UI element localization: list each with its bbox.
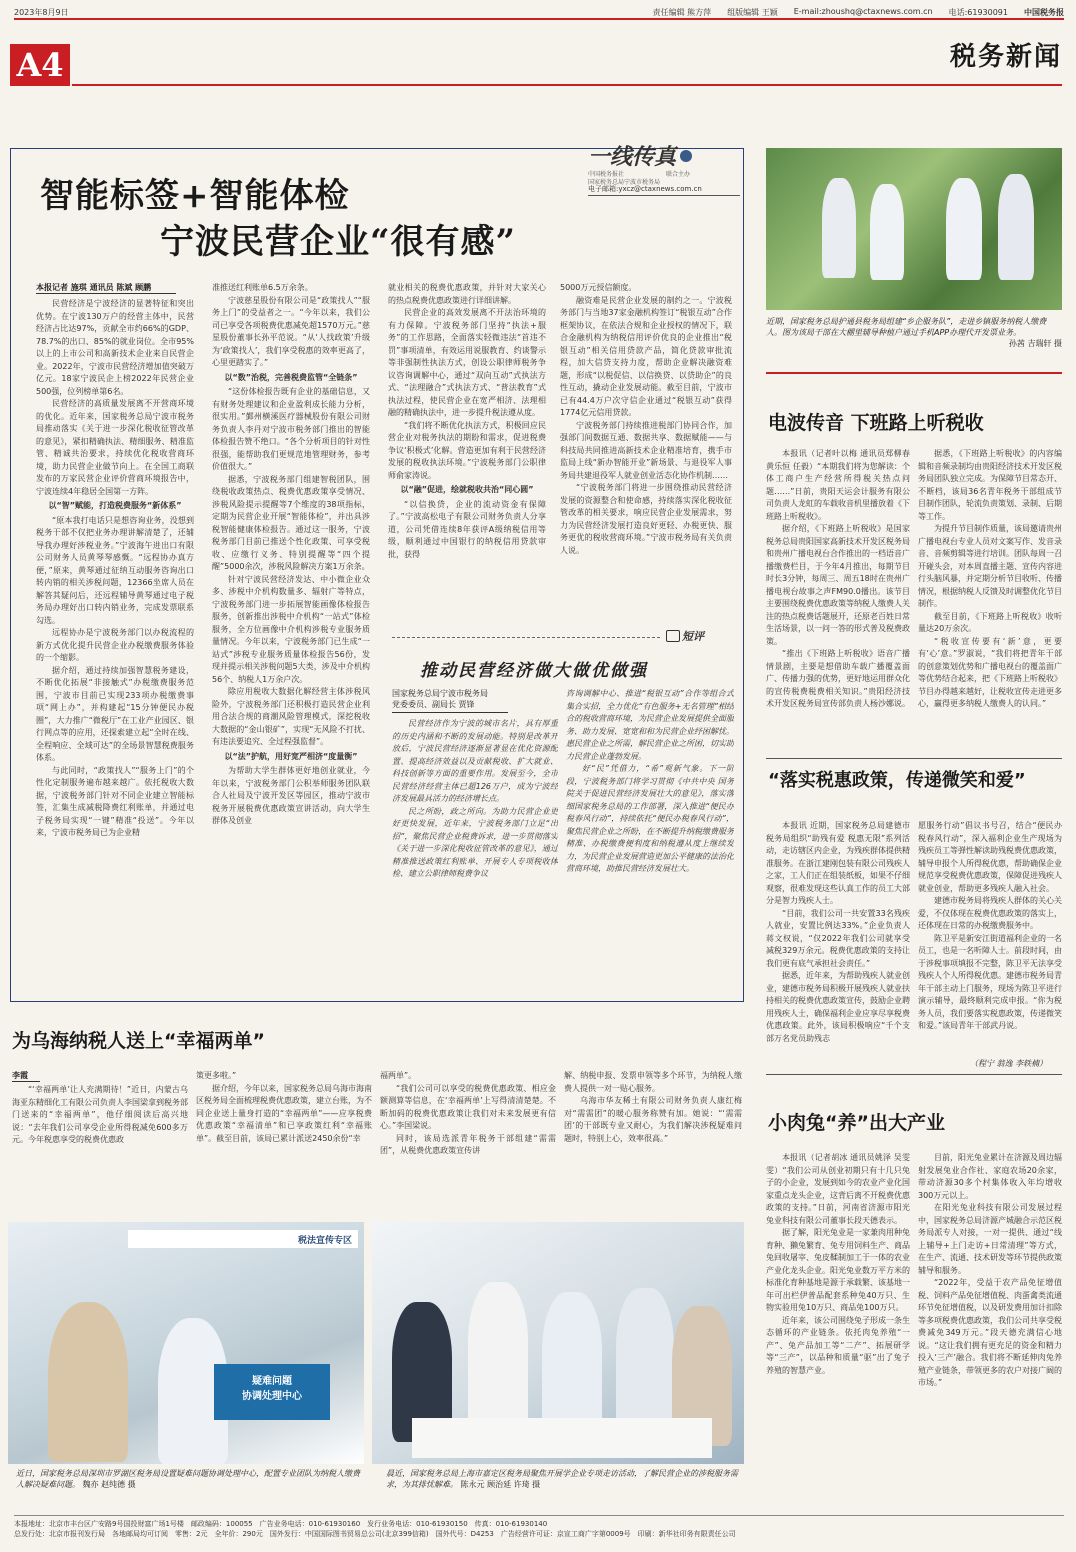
radio-c1-p1: 本报讯（记者叶以梅 通讯员郑柳春 黄乐恒 任毅）“本期我们将为您解读：个体工商户生产经营所得税关热点问题……”日前，贵阳天运会计服务有限公司负责人龙虹的车载收音机里播放着《下班路上听税收》。: [766, 449, 910, 521]
lead-column-3: [388, 282, 546, 598]
wuhai-article-title: 为乌海纳税人送上“幸福两单”: [12, 1030, 265, 1052]
policy-article-title: “落实税惠政策，传递微笑和爱”: [768, 770, 1026, 791]
lead-headline-line1: 智能标签+智能体检: [40, 176, 350, 216]
rabbit-column-1: [766, 1152, 910, 1508]
lead-c2-p6: 除应用税收大数据化解经营主体涉税风险外，宁波税务部门还积极打造民营企业利用合法合规的商潮风险管理模式，深挖税收大数据的“金山银矿”，实现“无风险不打扰、有违法要追究、全过程强监督”。: [212, 687, 370, 746]
lead-subhead-2: 以“数”治税，完善税费监管“全链条”: [224, 372, 358, 382]
rabbit-c1-p2: 据了解，阳光兔业是一家兼肉用种兔育种、獭兔繁育、兔专用饲料生产、商品兔回收屠宰、兔皮鞣制加工于一体的农业产业化龙头企业。阳光兔业数万平方米的标准化育种基地是源于承载繁、该基地一年可出栏伊普品配套系种兔40万只、生物实验用兔10万只、商品兔100万只。: [766, 1228, 910, 1312]
wuhai-column-2: [196, 1070, 372, 1210]
lead-subhead-3: 以“法”护航，用好宽严相济“度量衡”: [224, 751, 358, 761]
rabbit-c1-p3: 近年来，该公司围绕兔子形成一条生态循环的产业链条。依托肉兔养殖“一产”、兔产品加工等“二产”、拓展研学等“三产”，以品种和质量“驱”出了兔子养殖的智慧产业。: [766, 1315, 910, 1375]
photo-table: [412, 1418, 712, 1458]
radio-c2-p4: “税收宣传要有‘新’意，更要有‘心’意。”罗淑说，“我们将把青年干部的创意策划优势和广播电视台的覆盖面广等优势结合起来，把《下班路上听税收》节目办得越来越好，让税收宣传走进更多心，赢得更多纳税人缴费人的认同。”: [918, 636, 1062, 708]
photo-figure: [48, 1302, 128, 1462]
rabbit-article-title: 小肉兔“养”出大产业: [768, 1112, 945, 1134]
lead-byline: 本报记者 施琪 通讯员 陈斌 顾鹏: [36, 282, 176, 294]
editor-credit: 责任编辑 熊方萍: [652, 7, 712, 17]
footer-line-1: 本报地址：北京市丰台区广安路9号国投财富广场1号楼 邮政编码：100055 广告业务电话：010-61930160 发行业务电话：010-61930150 传真：010-61930140: [14, 1520, 548, 1528]
lead-subhead-1: 以“智”赋能，打造税费服务“新体系”: [48, 501, 182, 510]
rabbit-c1-p1: 本报讯（记者胡冰 通讯员姚泽 吴雯雯）“我们公司从创业初期只有十几只兔子的小企业，发展到如今的农业产业化国家重点龙头企业，这背后离不开税费优惠政策的支持。”日前，河南省济源市阳光兔业科技有限公司董事长段天德表示。: [766, 1153, 910, 1225]
wuhai-c4-p2: 乌海市华友稀土有限公司财务负责人康红梅对“需需团”的暖心服务称赞有加。她说：“‘需需团’的干部既专业又耐心，为我们解决涉税疑难问题时，特别上心，效率很高。”: [564, 1096, 742, 1143]
column-email: 电子邮箱:yxcz@ctaxnews.com.cn: [588, 184, 740, 196]
lead-c4-p3: 宁波税务部门持续推进税部门协同合作，加强部门间数据互通、数据共享、数据赋能——与科技局共同推进高新技术企业精准培育，携手市监局上线“新办智能开业”新场景、与退役军人事务局共建退役军人就业创业活态化协作机制……: [560, 420, 732, 480]
photo-figure: [998, 174, 1034, 280]
policy-c1-p2: “目前，我们公司一共安置33名残疾人就业，安置比例达33%。”企业负责人蒋文权说，“仅2022年我们公司就享受减税329万余元。税费优惠政策的支持让我们更有底气承担社会责任。”: [766, 908, 910, 968]
header-divider: [72, 84, 1062, 86]
wuhai-column-3: [380, 1070, 556, 1210]
photo-help-center-caption-text: 近日，国家税务总局深圳市罗湖区税务局设置疑难问题协调处理中心，配置专业团队为纳税人缴费人解决疑难问题。: [16, 1469, 360, 1489]
lead-column-2: [212, 282, 370, 988]
issue-date: 2023年8月9日: [14, 7, 69, 17]
help-center-sign: 疑难问题 协调处理中心: [214, 1364, 330, 1420]
photo-help-center-caption: [16, 1468, 360, 1490]
lead-c2-p1: 准推送红利账单6.5万余条。: [212, 283, 313, 292]
comment-column-1: [392, 718, 558, 996]
contact-email: E-mail:zhoushq@ctaxnews.com.cn: [793, 6, 933, 16]
radio-c2-p2: 为提升节目制作质量，该局邀请贵州广播电视台专业人员对文案写作、发音录音、音频剪辑等进行培训。团队每周一召开碰头会，对本周直播主题、宣传内容进行头脑风暴，并定期分析节目收听、传播情况，根据纳税人反馈及时调整优化节目制作。: [918, 524, 1062, 608]
comment-c1-p2: 民之所盼，政之所向。为助力民营企业更好更快发展，近年来，宁波税务部门立足“出招”，聚焦民营企业税费诉求，进一步贯彻落实《关于进一步深化税收征管改革的意见》，通过精准推送政策红利账单、开展专人专项税收体检、建立公职律师税费争议: [392, 806, 558, 878]
wuhai-column-4: [564, 1070, 742, 1210]
lead-c2-p3: “这份体检报告既有企业的基础信息，又有财务处理建议和企业盈利成长能力分析，很实用。”鄞州横溪医疗器械股份有限公司财务负责人李丹对宁波市税务部门推出的智能体检报告赞不绝口。“各个分析项目的针对性很强，能帮助我们更规范地管理财务，参考价值很大。”: [212, 387, 370, 471]
paper-name: 中国税务报: [1024, 7, 1064, 17]
lead-c2-p7: 为帮助大学生群体更好地创业就业，今年以来，宁波税务部门公积举师服务团队联合人社局及宁波开发区等园区，推动宁波市税务开展税费优惠政策宣讲活动，向大学生群体及创业: [212, 766, 370, 825]
badge-sponsor-2: 国家税务总局宁波市税务局: [588, 179, 661, 186]
lead-c2-p5: 针对宁波民营经济发达、中小微企业众多、涉税中介机构数量多、辐射广等特点，宁波税务部门进一步拓展智能画像体检报告服务，创新推出涉税中介机构“一站式”体检服务，全方位画像中介机构涉税专业服务质量情况。今年以来，宁波税务部门已生成“一站式”涉税专业服务质量体检报告56份，发现并提示相关涉税问题5大类，涉及中介机构56个、纳税人1万余户次。: [212, 574, 370, 684]
badge-seal-icon: [680, 150, 692, 162]
rabbit-c2-p2: 在阳光兔业科技有限公司发展过程中，国家税务总局济源产城融合示范区税务局派专人对接，一对一提供、通过“线上辅导+上门走访+日常清理”等方式，在生产、流通、技术研发等环节提供政策辅导和服务。: [918, 1203, 1062, 1275]
wuhai-c4-p1: 解、纳税申报、发票申领等多个环节，为纳税人缴费人提供一对一贴心服务。: [564, 1071, 742, 1093]
column-badge-title: 一线传真: [588, 144, 677, 170]
photo-visit-credit: 陈永元 顾治延 许琦 摄: [460, 1480, 541, 1489]
photo-greenhouse-caption: [766, 316, 1062, 349]
badge-sponsor-1: 中国税务报社: [588, 171, 625, 178]
wuhai-c2-p2: 据介绍，今年以来，国家税务总局乌海市海南区税务局全面梳理税费优惠政策，建立台账，为不同企业送上量身打造的“幸福两单”——应享税费优惠政策“幸福清单”和已享政策红利“幸福账单”。截至目前，该局已累计派送2450余份“幸: [196, 1083, 372, 1143]
radio-article-title: 电波传音 下班路上听税收: [768, 412, 984, 434]
rabbit-c2-p1: 目前，阳光兔业累计在济源及周边辐射发展兔业合作社、家庭农场20余家，带动济源30多个村集体收入年均增收300万元以上。: [918, 1153, 1062, 1200]
wuhai-author: 李霞: [12, 1070, 40, 1082]
wuhai-column-1: [12, 1084, 188, 1210]
comment-c1-p1: 民营经济作为宁波的城市名片，具有厚重的历史内涵和不断的发展动能。特别是改革开放后，宁波民营经济逐渐显著显在优化资源配置、提高经济效益以及贡献税收、扩大就业、科技创新等方面的重要作用。发展至今，全市民营经济经营主体已超126万户，成为宁波经济发展最具活力的经济增长点。: [392, 719, 558, 803]
comment-author: 国家税务总局宁波市税务局 党委委员、副局长 贾锋: [392, 688, 508, 713]
comment-c2-p2: 好“民”凭借力，“希”观新气象。下一阶段，宁波税务部门将学习贯彻《中共中央 国务院关于促进民营经济发展壮大的意见》，落实落细国家税务总局的工作部署，深入推进“便民办税春风行动”，持续依托“便民办税春风行动”，聚焦民营企业之所盼，在不断提升纳税缴费服务精准、办税缴费便利度和纳税遵从度上继续发力，为民营企业发展营造更加公平健康的法治化营商环境，助推民营经济发展壮大。: [566, 764, 734, 873]
page-number-badge: A4: [10, 44, 70, 86]
radio-c2-p3: 截至目前，《下班路上听税收》收听量达20万余次。: [918, 611, 1062, 633]
lead-c3-p4: “以信换贷，企业的流动资金有保障了。”宁波高松电子有限公司财务负责人分享道，公司凭借连续8年获评A级纳税信用等级，顺利通过中国银行的纳税信用贷款审批，获得: [388, 499, 546, 559]
photo-greenhouse-caption-text: 近期，国家税务总局护通县税务局组建“乡企服务队”，走进乡镇服务纳税人缴费人。图为该局干部在大棚里辅导种植户通过手机APP办理代开发票业务。: [766, 317, 1047, 337]
policy-c2-p3: 陈卫平是新安江街道福利企业的一名员工，也是一名听障人士。前段时间，由于涉税事项填报不完整，陈卫平无法享受残疾人个人所得税优惠。建德市税务局青年干部主动上门服务，现场为陈卫平进行演示辅导，最终顺利完成申报。“你为税务人员，我们要落实税惠政策，传递微笑和爱。”该局青年干部武丹说。: [918, 933, 1062, 1030]
lead-c3-p3: “我们将不断优化执法方式，积极回应民营企业对税务执法的期盼和需求，促进税费争议‘积极式’化解。营造更加有利于民营经济发展的税收执法环境。”宁波税务部门公职律师俞家涛说。: [388, 420, 546, 480]
column-badge: [588, 140, 740, 186]
right-divider: [766, 372, 1062, 374]
lead-headline-line2: 宁波民营企业“很有感”: [160, 222, 517, 262]
policy-c2-p2: 建德市税务局将残疾人群体的关心关爱，不仅体现在税费优惠政策的落实上，还体现在日常的办税缴费服务中。: [918, 896, 1062, 930]
photo-figure: [870, 184, 904, 280]
policy-credit: （程宁 翁逸 李轶楠）: [970, 1059, 1048, 1068]
photo-figure: [468, 1282, 528, 1432]
photo-visit-caption: [386, 1468, 740, 1490]
section-title: 税务新闻: [949, 42, 1062, 72]
comment-tag: [666, 628, 736, 644]
photo-visit: [372, 1222, 744, 1464]
footer-line-2: 总发行处：北京市报刊发行局 各地邮局均可订阅 零售：2元 全年价：290元 国外发行：中国国际图书贸易总公司(北京399信箱) 国外代号：D4253 广告经营许可证：京宣工商广字第0009号 印刷：新华社印务有限责任公司: [14, 1530, 736, 1538]
photo-greenhouse: [766, 148, 1062, 310]
pen-icon: [666, 630, 680, 642]
masthead-bar: [14, 6, 1064, 20]
lead-column-4: [560, 282, 732, 598]
lead-c4-p4: “宁波税务部门将进一步围绕推动民营经济发展的资源整合和使命感，持续落实深化税收征管改革的相关要求，响应民营企业发展需求，努力为民营经济发展打造良好更轻、办税更快、服务更优的税收营商环境。”宁波市税务局有关负责人说。: [560, 483, 732, 555]
photo-figure: [946, 178, 982, 280]
policy-c1-p1: 本报讯 近期，国家税务总局建德市税务局组织“助残有爱 税惠无限”系列活动，走访辖区内企业，为残疾群体提供精准服务。在浙江建刚包装有限公司残疾人之家，工人们正在组装纸板，如果不仔细观察，很难发现这些认真工作的员工大部分是智力残疾人士。: [766, 821, 910, 905]
policy-c1-p3: 据悉，近年来，为帮助残疾人就业创业，建德市税务局积极开展残疾人就业扶持相关的税费优惠政策宣传，鼓励企业聘用残疾人士，确保福利企业应享尽享税费优惠政策。此外，该局积极响应“千个支部万名党员助残志: [766, 971, 910, 1043]
photo-figure: [616, 1288, 674, 1438]
wuhai-c2-p1: 策更多啦。”: [196, 1071, 237, 1080]
radio-c2-p1: 据悉，《下班路上听税收》的内容编辑和音频录制均由贵阳经济技术开发区税务局团队独立完成。为保障节目常态开、不断档，该局36名青年税务干部组成节目制作团队，轮流负责策划、录制、后期等工作。: [918, 449, 1062, 521]
photo-visit-caption-text: 晨近，国家税务总局上海市嘉定区税务局聚焦开展学企业专项走访活动，了解民营企业的涉税服务需求，为其排忧解难。: [386, 1469, 738, 1489]
photo-help-center: [8, 1222, 364, 1464]
right-divider: [766, 758, 1062, 759]
lead-c1-p6: 与此同时，“政策找人”“服务上门”的个性化定制服务遍布越来越广。依托税收大数据，宁波税务部门针对不同企业建立智能标签，汇集生成减税降费红利账单，并通过电子税务局实现“一键”精准“投送”。今年以来，宁波市税务局已为企业精: [36, 765, 194, 837]
lead-c4-p2: 融资难是民营企业发展的制约之一。宁波税务部门与当地37家金融机构签订“税银互动”合作框架协议，在依法合规和企业授权的情况下，联合金融机构为纳税信用评价优良的企业推出“税银互动”相关信用贷款产品，简化贷款审批流程，加大信贷支持力度，帮助企业解决融资难题，形成“以税促信、以信换贷、以贷助企”的良性互动，撬动企业发展动能。截至目前，宁波市已有44.4万户次守信企业通过“税银互动”获得1774亿元信用贷款。: [560, 295, 732, 417]
photo-help-center-credit: 魏亦 赵纯德 摄: [82, 1480, 136, 1489]
badge-sponsor-3: 联合主办: [666, 171, 691, 178]
wuhai-c3-p1: 福两单”。: [380, 1071, 417, 1080]
lead-c1-p4: 远程协办是宁波税务部门以办税流程的新方式优化提升民营企业办税缴费服务体验的一个缩影。: [36, 628, 194, 662]
lead-c1-p3: “原本我打电话只是想咨询业务，没想到税务干部不仅把业务办理讲解清楚了，还辅导我办理好涉税业务。”宁波海午进出口有限公司财务人员黄琴琴感慨。“远程协办真方便，”原来，黄琴通过征纳互动服务咨询出口转内销的相关涉税问题，12366坐席人员在解答其疑问后，还远程辅导黄琴通过电子税务局办理好出口转内销业务，完成发票联系勾选。: [36, 515, 194, 625]
radio-column-1: [766, 448, 910, 752]
lead-c3-p2: 民营企业的高效发展离不开法治环境的有力保障。宁波税务部门坚持“执法+服务”的工作思路，全面落实轻微违法“首违不罚”事项清单，有效运用说服教育、约谈警示等非强制性执法方式，创设公职律师税务争议咨询调解中心，通过“双向互动”式执法方式、“法理融合”式执法方式、“普法教育”式执法过程，使民营企业在宽严相济、法理相融的精确执法中，进一步提升税法遵从度。: [388, 308, 546, 417]
contact-phone: 电话:61930091: [948, 7, 1008, 17]
lead-c4-p1: 5000万元授信额度。: [560, 283, 637, 292]
lead-c1-p5: 据介绍，通过持续加强智慧税务建设，不断优化拓展“非接触式”办税缴费服务范围，宁波市目前已实现233项办税缴费事项“网上办”，并构建起“15分钟便民办税圈”，大力推广“微税厅”在工业产业园区、银行网点等的应用，还探索建立起“全时在线、全程响应、全域可达”的全场景智慧税费服务体系。: [36, 665, 194, 762]
comment-title: 推动民营经济做大做优做强: [420, 661, 648, 681]
comment-column-2: [566, 688, 734, 996]
comment-divider: [392, 637, 660, 638]
layout-editor-credit: 组版编辑 王颖: [727, 7, 778, 17]
photo-banner: 税法宣传专区: [128, 1230, 358, 1248]
lead-c1-p1: 民营经济是宁波经济的显著特征和突出优势。在宁波130万户的经营主体中，民营经济占比达97%，贡献全市约66%的GDP、78.7%的出口、85%的就业岗位。全市95%以上的上市公司和高新技术企业来自民营企业。2022年，宁波市民营经济增加值突破万亿元。18家宁波民企上榜2022年民营企业500强，位列榜单第6名。: [36, 299, 194, 396]
lead-c2-p4: 据悉，宁波税务部门组建智税团队，围绕税收政策热点、税费优惠政策享受情况、涉税风险提示提醒等7个维度的38项指标，定期为民营企业开展“智能体检”，并出具涉税智能健康体检报告。通过这一服务，宁波税务部门目前已推送个性化政策、可享受税收、应缴行义务、特别提醒等“四个提醒”5000余次，涉税风险解决方案1万余条。: [212, 474, 370, 571]
rabbit-c2-p3: “2022年，受益于农产品免征增值税、饲料产品免征增值税、肉蛋禽类流通环节免征增值税，以及研发费用加计扣除等多项税费优惠政策，我们公司共享受税费减免349万元。”段天德充满信心地说。“这让我们拥有更充足的资金和精力投入‘三产’融合。我们将不断延伸肉兔养殖产业链条，带领更多的农户对接广阔的市场。”: [918, 1278, 1062, 1387]
photo-figure: [822, 178, 856, 278]
radio-column-2: [918, 448, 1062, 752]
lead-subhead-4: 以“融”促进，绘就税收共治“同心圆”: [400, 485, 534, 494]
policy-column-2: [918, 820, 1062, 1056]
policy-c2-p1: 愿服务行动”倡议书号召，结合“便民办税春风行动”，深入福利企业生产现场为残疾员工等弹性解读助残税费优惠政策，辅导申报个人所得税优惠，帮助确保企业规范享受税费优惠政策，保障促进残疾人就业创业，帮助更多残疾人融入社会。: [918, 821, 1062, 893]
footer: [14, 1515, 1064, 1545]
lead-column-1: [36, 298, 194, 988]
wuhai-c1-p1: “‘幸福两单’让人充满期待！”近日，内蒙古乌海亚东精细化工有限公司负责人李国梁拿到税务部门送来的“幸福两单”，他仔细阅读后高兴地说：“去年我们公司享受企业所得税减免600多万元。今年税惠享受的税费优惠政: [12, 1085, 188, 1144]
photo-greenhouse-credit: 孙茜 吉瑞轩 摄: [1008, 339, 1062, 348]
policy-column-1: [766, 820, 910, 1056]
radio-c1-p2: 据介绍，《下班路上听税收》是国家税务总局贵阳国家高新技术开发区税务局和贵州广播电视台合作推出的一档语音广播缴费栏目，于今年4月推出，每期节目时长3分钟，每周三、周五18时在贵州广播电视台故事之声FM90.0播出。该节目主要围绕税费优惠政策等纳税人缴费人关注的热点税费话题展开，还原老百姓日常生活场景，以一问一答的形式普及税费政策。: [766, 524, 910, 646]
rabbit-column-2: [918, 1152, 1062, 1508]
comment-c2-p1: 咨询调解中心、推进“税银互动”合作等组合式集合实招，全力优化“有色服务+无名管理”相结合的税收营商环境，为民营企业发展提供全面服务、助力发展、宽宽和和为民营企业纾困解忧。惠民营企业之所需，解民营企业之所困，切实助力民营企业蓬勃发展。: [566, 689, 734, 761]
lead-c1-p2: 民营经济的高质量发展离不开营商环境的优化。近年来，国家税务总局宁波市税务局推动落实《关于进一步深化税收征管改革的意见》，紧扣精确执法、精细服务、精准监管、精诚共治要求，持续优化税收营商环境，助力民营企业做节向上。在全国工商联发布的万家民营企业评价营商环境报告中，宁波连续4年稳居全国第一方阵。: [36, 399, 194, 496]
wuhai-c3-p3: 同时，该局选派青年税务干部组建“需需团”，从税费优惠政策宣传讲: [380, 1133, 556, 1155]
lead-c3-p1: 就业相关的税费优惠政策，并针对大家关心的热点税费优惠政策进行详细讲解。: [388, 283, 546, 305]
radio-c1-p3: “推出《下班路上听税收》语音广播情景剧，主要是想借助车载广播覆盖面广、传播力强的优势，更好地运用群众化的宣传税费税费相关知识。”贵阳经济技术开发区税务局宣传部负责人杨沙娜说。: [766, 649, 910, 708]
lead-c2-p2: 宁波慈星股份有限公司是“政策找人”“服务上门”的受益者之一。“今年以来，我们公司已享受各项税费优惠减免超1570万元。”慈星股份董事长孙平范说。“从‘人找政策’升级为‘政策找人’，我们享受税惠的效率更高了，心里更踏实了。”: [212, 295, 370, 367]
wuhai-c3-p2: “我们公司可以享受的税费优惠政策、相应金额测算等信息，在‘幸福两单’上写得清清楚楚。不断加码的税费优惠政策让我们对未来发展更有信心。”李国梁说。: [380, 1083, 556, 1130]
comment-tag-label: 短评: [682, 630, 704, 643]
right-divider: [766, 1074, 1062, 1075]
